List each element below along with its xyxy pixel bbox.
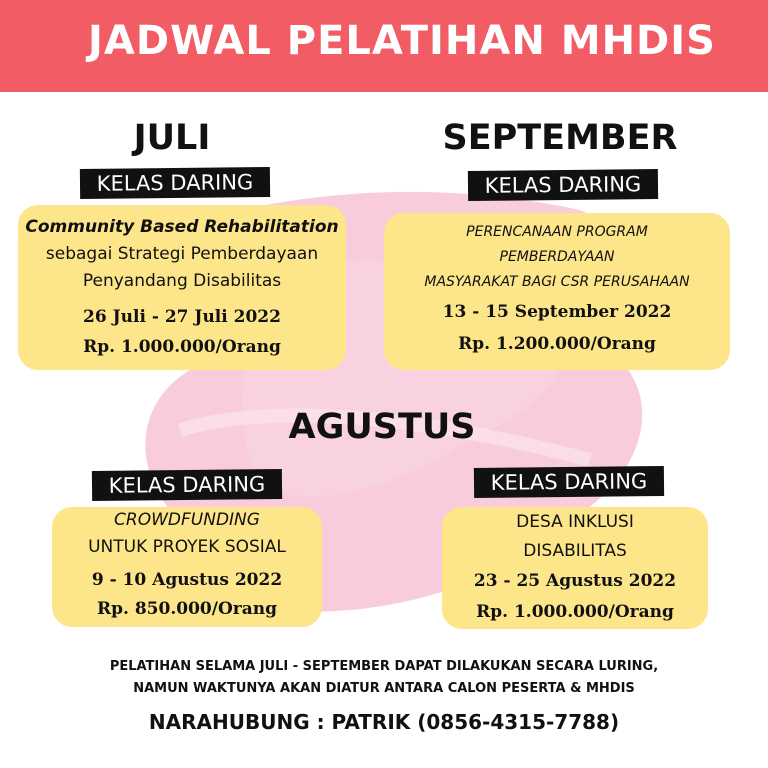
class-title-line: sebagai Strategi Pemberdayaan	[45, 244, 319, 264]
class-title-line: PEMBERDAYAAN	[499, 249, 615, 265]
class-dates: 13 - 15 September 2022	[442, 302, 672, 322]
class-price: Rp. 850.000/Orang	[97, 599, 277, 619]
class-title-line: PERENCANAAN PROGRAM	[466, 224, 648, 240]
class-card-juli	[18, 205, 346, 370]
class-title-line: DISABILITAS	[523, 541, 627, 561]
page-title: JADWAL PELATIHAN MHDIS	[88, 18, 716, 64]
kelas-daring-tag-september: KELAS DARING	[468, 169, 658, 201]
class-price: Rp. 1.200.000/Orang	[458, 334, 656, 354]
class-card-agustus-1	[52, 507, 322, 627]
month-heading-september: SEPTEMBER	[442, 118, 678, 158]
class-title-line: Penyandang Disabilitas	[82, 271, 282, 291]
month-heading-juli: JULI	[133, 118, 211, 158]
class-title-line: MASYARAKAT BAGI CSR PERUSAHAAN	[424, 274, 690, 290]
footer-note	[0, 656, 768, 700]
class-price: Rp. 1.000.000/Orang	[83, 337, 281, 357]
class-card-agustus-2	[442, 507, 708, 629]
class-card-september	[384, 213, 730, 370]
kelas-daring-tag-agustus-1: KELAS DARING	[92, 469, 282, 501]
class-title-line: UNTUK PROYEK SOSIAL	[88, 537, 286, 557]
contact-person: NARAHUBUNG : PATRIK (0856-4315-7788)	[148, 710, 620, 734]
class-title-line: CROWDFUNDING	[114, 510, 260, 530]
class-title-line: Community Based Rehabilitation	[25, 217, 339, 237]
class-dates: 26 Juli - 27 Juli 2022	[83, 307, 281, 327]
class-title-line: DESA INKLUSI	[516, 512, 634, 532]
class-dates: 9 - 10 Agustus 2022	[91, 570, 283, 590]
kelas-daring-tag-juli: KELAS DARING	[80, 167, 270, 199]
class-dates: 23 - 25 Agustus 2022	[473, 571, 677, 591]
class-price: Rp. 1.000.000/Orang	[476, 602, 674, 622]
footer-note-line: NAMUN WAKTUNYA AKAN DIATUR ANTARA CALON PESERTA & MHDIS	[133, 681, 635, 696]
footer-note-line: PELATIHAN SELAMA JULI - SEPTEMBER DAPAT DILAKUKAN SECARA LURING,	[109, 659, 659, 674]
month-heading-agustus: AGUSTUS	[288, 407, 476, 447]
kelas-daring-tag-agustus-2: KELAS DARING	[474, 466, 664, 498]
